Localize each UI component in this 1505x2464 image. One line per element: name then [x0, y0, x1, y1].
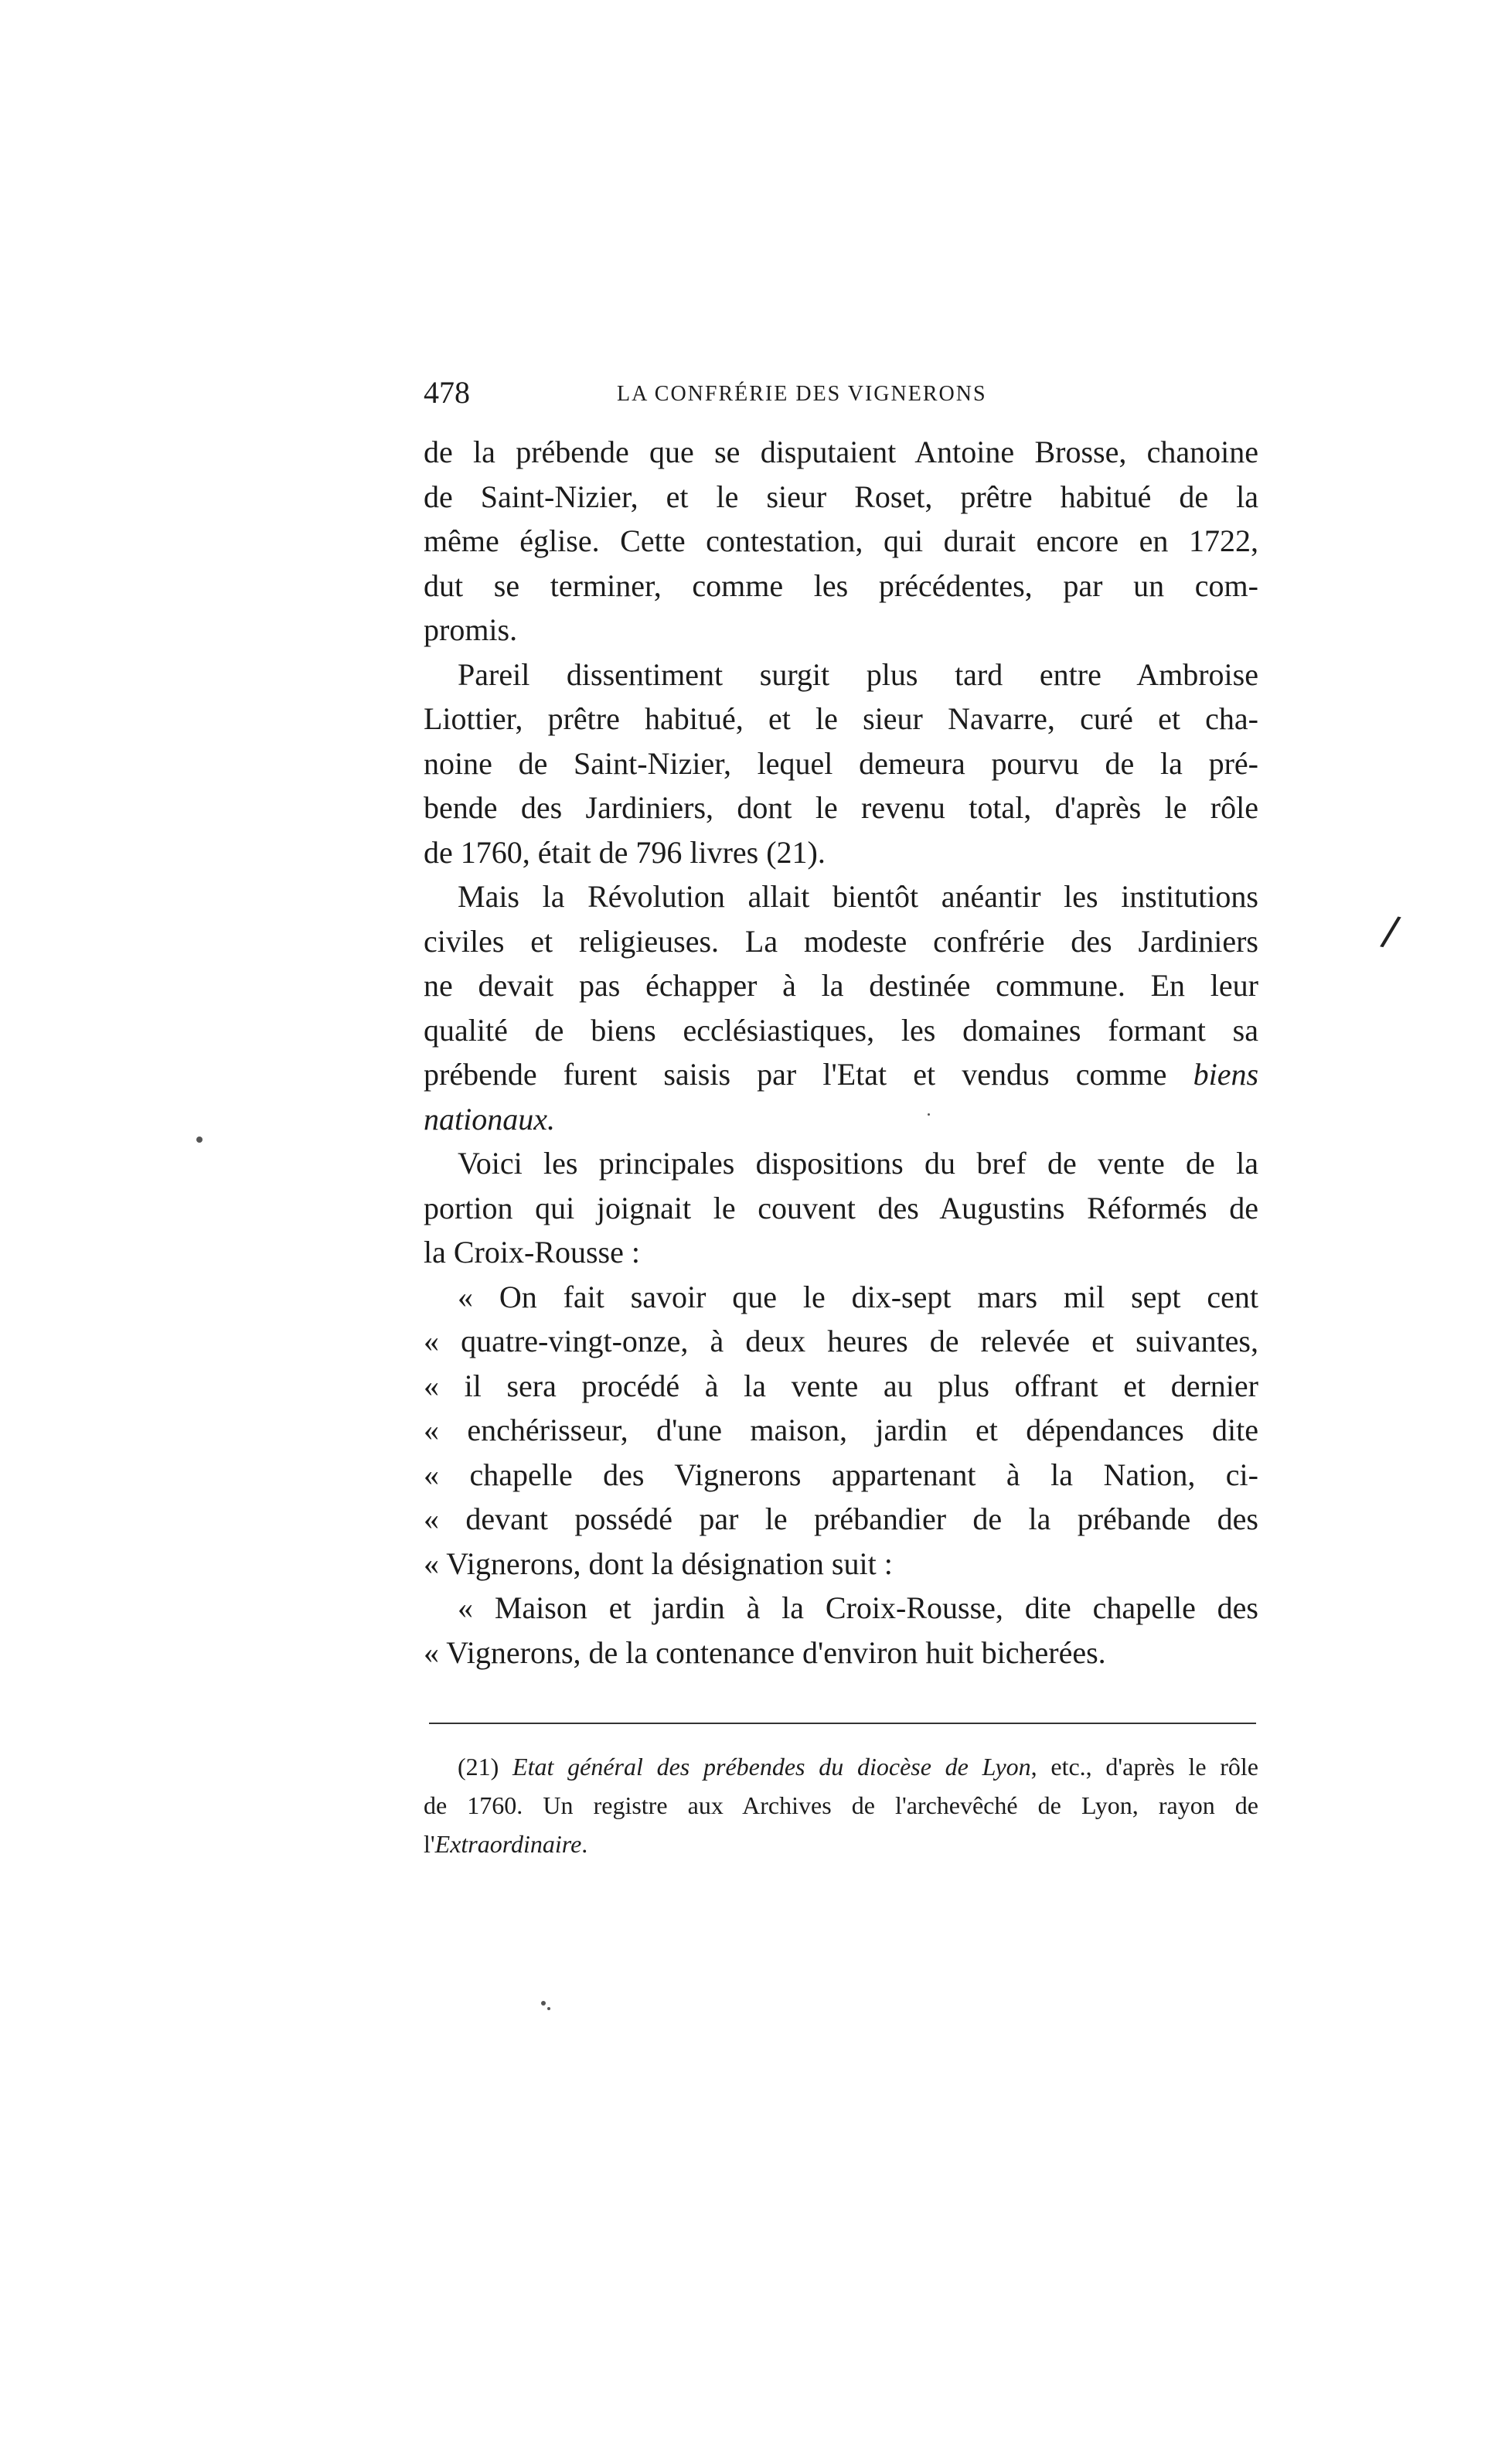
page-speck — [541, 2001, 546, 2006]
footnote-text: , etc., d'après le rôle — [1030, 1753, 1258, 1781]
footnote-line: de 1760. Un registre aux Archives de l'archevêché de Lyon, rayon de — [424, 1791, 1258, 1819]
text-line: de 1760, était de 796 livres (21). — [424, 834, 826, 870]
footnote-line — [424, 1747, 1258, 1786]
text-line-italic — [424, 1097, 1258, 1142]
page-speck — [196, 1137, 203, 1143]
quote-line: « Vignerons, de la contenance d'environ huit bicherées. — [424, 1634, 1106, 1670]
text-line: Voici les principales dispositions du bref de vente de la — [458, 1146, 1258, 1181]
text-line: la Croix-Rousse : — [424, 1235, 640, 1269]
footnote-text: l' — [424, 1830, 435, 1858]
page-speck — [547, 2007, 550, 2010]
text-line: noine de Saint-Nizier, lequel demeura pourvu de la pré- — [424, 745, 1258, 781]
page-header — [424, 370, 1258, 416]
page-number: 478 — [424, 375, 470, 410]
quote-line: « enchérisseur, d'une maison, jardin et dépendances dite — [424, 1413, 1258, 1447]
footnote — [424, 1747, 1258, 1863]
text-line: qualité de biens ecclésiastiques, les domaines formant sa — [424, 1012, 1258, 1048]
footnote-text: . — [581, 1830, 588, 1858]
running-title: LA CONFRÉRIE DES VIGNERONS — [617, 382, 987, 406]
quote-line: « Vignerons, dont la désignation suit : — [424, 1546, 893, 1581]
footnote-italic: Extraordinaire — [434, 1830, 582, 1858]
footnote-line — [424, 1825, 1258, 1863]
text-line: Mais la Révolution allait bientôt anéantir les institutions — [458, 879, 1258, 914]
text-line-with-italic — [424, 1052, 1258, 1097]
text-line: portion qui joignait le couvent des Augustins Réformés de — [424, 1190, 1258, 1225]
italic-word: biens — [1193, 1057, 1259, 1092]
text-line: Liottier, prêtre habitué, et le sieur Navarre, curé et cha- — [424, 701, 1258, 736]
quote-line: « On fait savoir que le dix-sept mars mil sept cent — [458, 1279, 1258, 1314]
footnote-title: Etat général des prébendes du diocèse de Lyon — [512, 1753, 1031, 1781]
text-line: même église. Cette contestation, qui durait encore en 1722, — [424, 523, 1258, 558]
text-line: de Saint-Nizier, et le sieur Roset, prêtre habitué de la — [424, 479, 1258, 514]
body-text — [424, 430, 1258, 1675]
quote-line: « chapelle des Vignerons appartenant à la Nation, ci- — [424, 1457, 1258, 1492]
text-line: Pareil dissentiment surgit plus tard entre Ambroise — [458, 656, 1258, 692]
footnote-marker: (21) — [458, 1753, 499, 1781]
text-line: bende des Jardiniers, dont le revenu total, d'après le rôle — [424, 790, 1258, 825]
quote-line: « devant possédé par le prébandier de la prébande des — [424, 1501, 1258, 1536]
text-line: promis. — [424, 612, 518, 647]
text-line: civiles et religieuses. La modeste confrérie des Jardiniers — [424, 923, 1258, 959]
text-line: de la prébende que se disputaient Antoine Brosse, chanoine — [424, 435, 1258, 469]
quote-line: « quatre-vingt-onze, à deux heures de relevée et suivantes, — [424, 1324, 1258, 1358]
quote-line: « Maison et jardin à la Croix-Rousse, dite chapelle des — [458, 1590, 1258, 1625]
page-speck — [928, 1113, 930, 1116]
quote-line: « il sera procédé à la vente au plus offrant et dernier — [424, 1368, 1258, 1403]
footnote-divider — [429, 1723, 1256, 1724]
text-segment: prébende furent saisis par l'Etat et vendus comme — [424, 1057, 1167, 1092]
text-line: ne devait pas échapper à la destinée commune. En leur — [424, 968, 1258, 1003]
margin-pencil-mark: / — [1377, 902, 1404, 960]
italic-word: nationaux. — [424, 1101, 555, 1137]
text-line: dut se terminer, comme les précédentes, par un com- — [424, 567, 1258, 603]
